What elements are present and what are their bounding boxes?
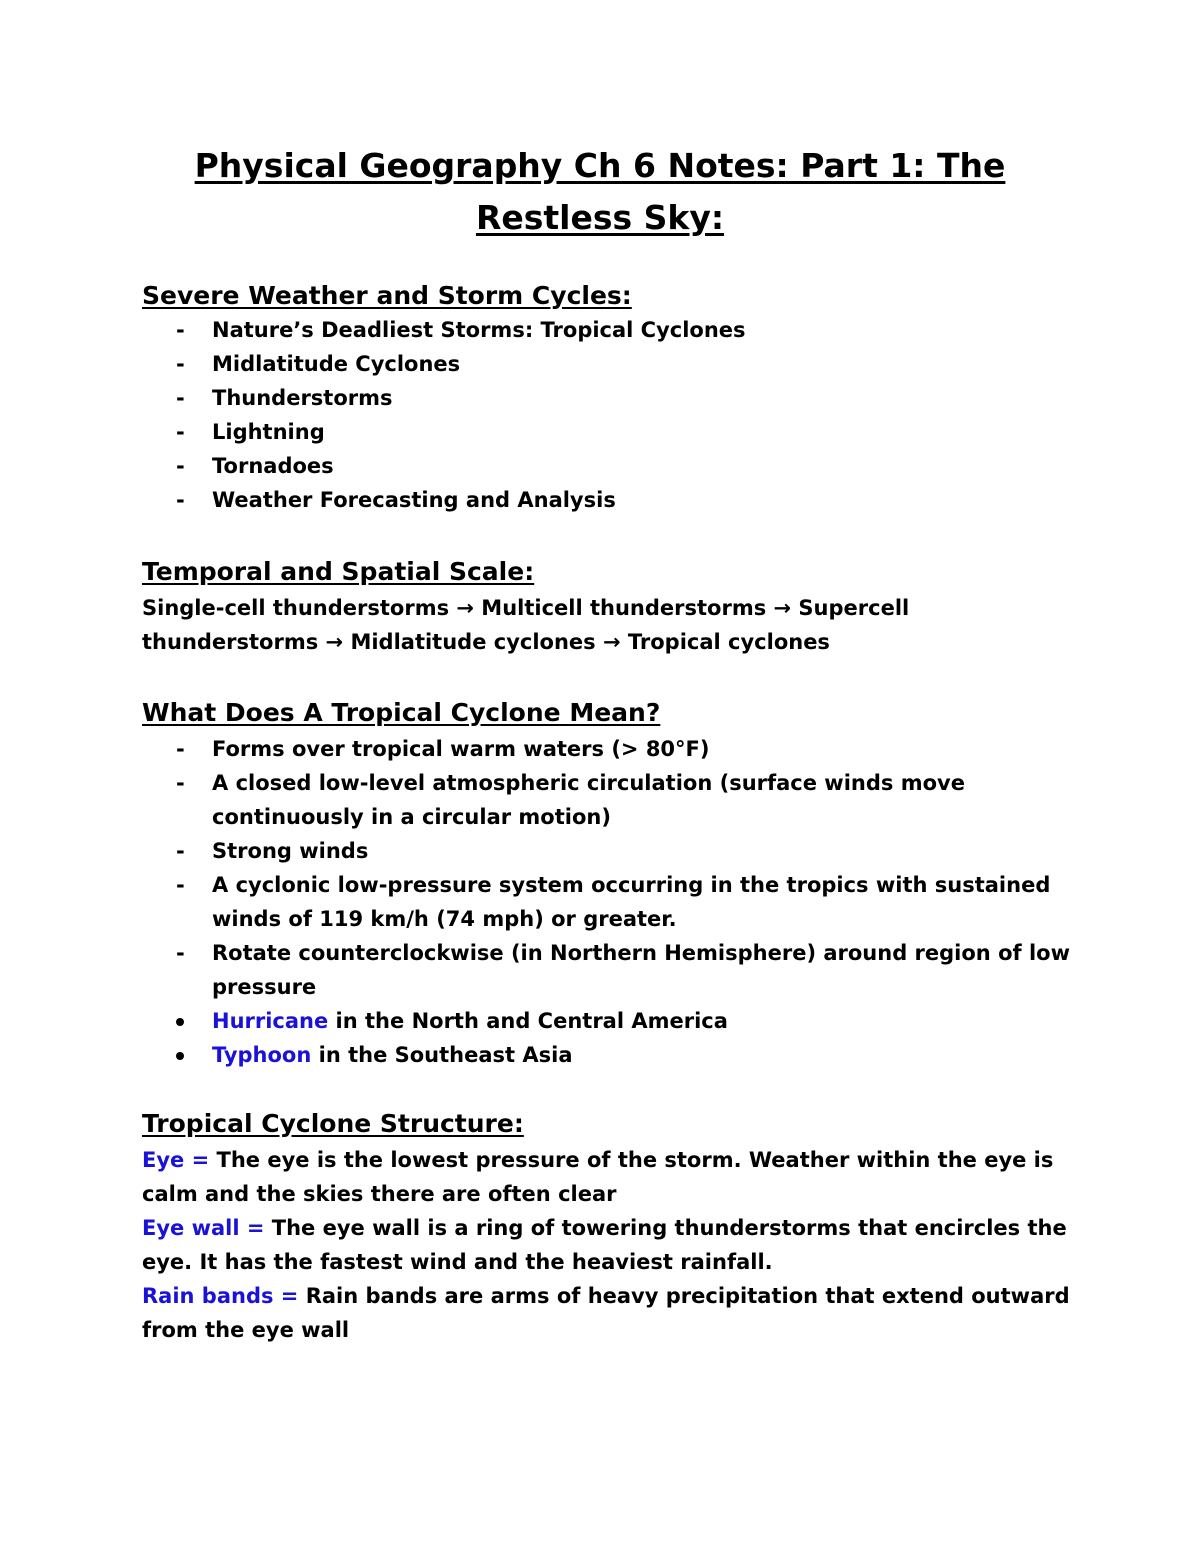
bullet-item-typhoon: Typhoon in the Southeast Asia: [142, 1038, 1082, 1072]
list-item: - Forms over tropical warm waters (> 80°F): [142, 732, 1082, 766]
dash-marker: -: [176, 771, 185, 795]
list-item: - Tornadoes: [142, 449, 1082, 483]
list-item: - Thunderstorms: [142, 381, 1082, 415]
dash-marker: -: [176, 737, 185, 761]
definition-eye: Eye = The eye is the lowest pressure of the storm. Weather within the eye is calm and the skies there are often clear: [142, 1148, 1054, 1206]
list-item: - Strong winds: [142, 834, 1082, 868]
list-item: - Midlatitude Cyclones: [142, 347, 1082, 381]
severe-weather-list: [142, 313, 1082, 517]
list-item: - Weather Forecasting and Analysis: [142, 483, 1082, 517]
dash-marker: -: [176, 839, 185, 863]
document-title: Physical Geography Ch 6 Notes: Part 1: The Restless Sky:: [194, 146, 1006, 237]
bullet-dot-icon: [176, 1052, 184, 1060]
heading-severe-weather: Severe Weather and Storm Cycles:: [142, 281, 632, 310]
definition-eye-wall: Eye wall = The eye wall is a ring of towering thunderstorms that encircles the eye. It has the fastest wind and the heaviest rainfall.: [142, 1216, 1067, 1274]
dash-marker: -: [176, 488, 185, 512]
dash-marker: -: [176, 352, 185, 376]
dash-marker: -: [176, 318, 185, 342]
heading-tropical-cyclone-meaning: What Does A Tropical Cyclone Mean?: [142, 698, 661, 727]
tropical-cyclone-list: [142, 732, 1082, 1072]
dash-marker: -: [176, 386, 185, 410]
heading-cyclone-structure: Tropical Cyclone Structure:: [142, 1109, 524, 1138]
list-item: - Rotate counterclockwise (in Northern Hemisphere) around region of low pressure: [142, 936, 1082, 1004]
list-item: - A cyclonic low-pressure system occurring in the tropics with sustained winds of 119 km/h (74 mph) or greater.: [142, 868, 1082, 936]
dash-marker: -: [176, 420, 185, 444]
list-item: - Nature’s Deadliest Storms: Tropical Cyclones: [142, 313, 1082, 347]
heading-temporal-spatial: Temporal and Spatial Scale:: [142, 557, 535, 586]
scale-sequence-text: Single-cell thunderstorms → Multicell thunderstorms → Supercell thunderstorms → Midlatitude cyclones → Tropical cyclones: [142, 596, 910, 654]
dash-marker: -: [176, 873, 185, 897]
definition-rain-bands: Rain bands = Rain bands are arms of heavy precipitation that extend outward from the eye wall: [142, 1284, 1070, 1342]
dash-marker: -: [176, 941, 185, 965]
list-item: - Lightning: [142, 415, 1082, 449]
dash-marker: -: [176, 454, 185, 478]
bullet-item-hurricane: Hurricane in the North and Central America: [142, 1004, 1082, 1038]
bullet-dot-icon: [176, 1018, 184, 1026]
list-item: - A closed low-level atmospheric circulation (surface winds move continuously in a circular motion): [142, 766, 1082, 834]
